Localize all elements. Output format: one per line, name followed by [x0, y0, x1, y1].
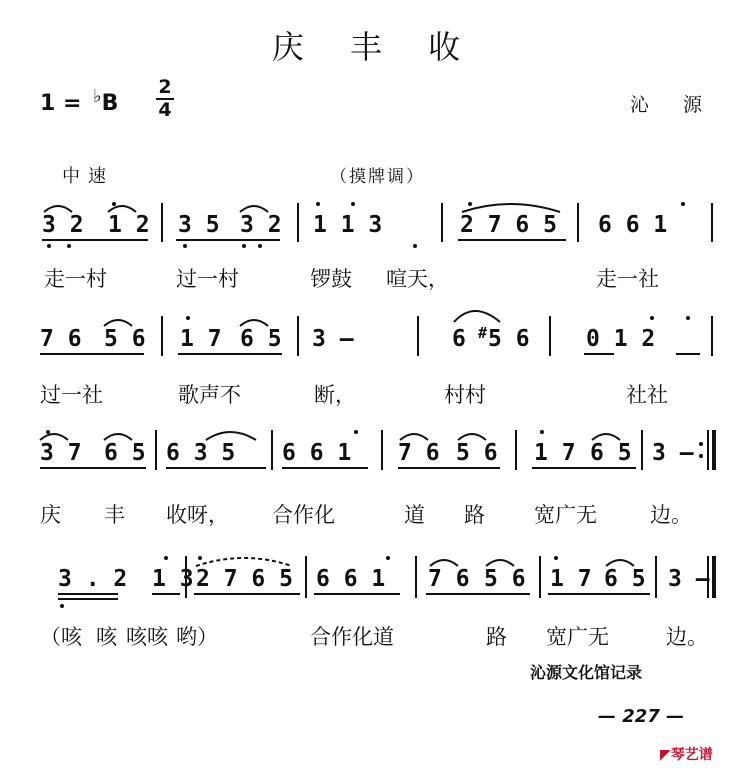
- lyric-2-1: 过一社: [40, 383, 103, 407]
- svg-text:3 5: 3 5: [178, 212, 220, 238]
- lyric-4-8: 边。: [666, 625, 708, 649]
- svg-text:#: #: [478, 324, 488, 342]
- lyric-2-4: 村村: [444, 383, 486, 407]
- lyric-3-4: 合作化: [272, 503, 335, 527]
- lyric-3-6: 路: [464, 503, 485, 527]
- row-4: [58, 566, 710, 592]
- lyric-3-8: 边。: [650, 503, 692, 527]
- lyric-4-2: 咳: [96, 625, 117, 649]
- row-2-dots: [186, 316, 690, 320]
- lyric-4-1: （咳: [40, 625, 82, 649]
- meter-bottom: 4: [158, 99, 172, 121]
- key-tonic: B: [101, 91, 119, 116]
- lyric-3-2: 丰: [104, 503, 125, 527]
- svg-text:5 6: 5 6: [104, 326, 146, 352]
- svg-text:1 7: 1 7: [180, 326, 222, 352]
- svg-text:6 6 1: 6 6 1: [316, 566, 386, 592]
- row-3: [40, 440, 694, 466]
- logo-icon: ◤: [660, 747, 671, 763]
- site-logo: [660, 744, 713, 764]
- svg-text:6: 6: [452, 326, 466, 352]
- svg-text:3 —: 3 —: [668, 566, 710, 592]
- svg-text:6 6 1: 6 6 1: [598, 212, 668, 238]
- svg-text:1 1 3: 1 1 3: [313, 212, 383, 238]
- svg-text:7 6: 7 6: [398, 440, 440, 466]
- svg-text:1 7: 1 7: [550, 566, 592, 592]
- lyric-3-3: 收呀，: [166, 503, 229, 527]
- svg-text:6 3 5: 6 3 5: [166, 440, 236, 466]
- svg-text:1 7: 1 7: [534, 440, 576, 466]
- source-region: 沁 源: [630, 94, 717, 116]
- svg-text:2 7 6 5: 2 7 6 5: [460, 212, 557, 238]
- lyric-1-3: 锣鼓: [310, 267, 352, 291]
- svg-text:1 2: 1 2: [108, 212, 150, 238]
- svg-text:3 7: 3 7: [40, 440, 82, 466]
- svg-text:3 2: 3 2: [42, 212, 84, 238]
- lyric-4-3: 咳咳: [126, 625, 168, 649]
- lyric-1-5: 走一社: [596, 267, 659, 291]
- svg-text:6 5: 6 5: [104, 440, 146, 466]
- svg-text:5 6: 5 6: [488, 326, 530, 352]
- svg-text:1 3: 1 3: [152, 566, 194, 592]
- svg-text:3 —: 3 —: [652, 440, 694, 466]
- tempo-marking: 中速: [62, 166, 114, 187]
- svg-text:6 5: 6 5: [604, 566, 646, 592]
- lyric-4-6: 路: [486, 625, 507, 649]
- svg-text:3 —: 3 —: [312, 326, 354, 352]
- lyric-1-4: 喧天，: [386, 267, 449, 291]
- svg-text:6 5: 6 5: [590, 440, 632, 466]
- flat-sign: ♭: [93, 86, 102, 107]
- svg-text:3 . 2: 3 . 2: [58, 566, 128, 592]
- lyric-4-4: 哟）: [176, 625, 218, 649]
- lyric-2-3: 断，: [314, 383, 356, 407]
- lyric-4-7: 宽广无: [546, 625, 609, 649]
- svg-text:6 5: 6 5: [240, 326, 282, 352]
- svg-text:3 2: 3 2: [240, 212, 282, 238]
- row-1: [42, 212, 667, 238]
- lyric-3-1: 庆: [40, 503, 61, 527]
- svg-text:6 6 1: 6 6 1: [282, 440, 352, 466]
- lyric-2-2: 歌声不: [178, 383, 241, 407]
- lyric-1-1: 走一村: [44, 267, 107, 291]
- lyric-3-7: 宽广无: [534, 503, 597, 527]
- svg-text:5 6: 5 6: [484, 566, 526, 592]
- logo-text: 琴艺谱: [670, 747, 713, 763]
- page-number: — 227 —: [598, 706, 685, 727]
- lyric-3-5: 道: [404, 503, 425, 527]
- transcription-credit: 沁源文化馆记录: [530, 663, 643, 682]
- svg-text:5 6: 5 6: [456, 440, 498, 466]
- lyric-4-5: 合作化道: [310, 625, 394, 649]
- lyric-1-2: 过一村: [176, 267, 239, 291]
- meter-top: 2: [158, 76, 172, 98]
- row-2: [40, 324, 655, 352]
- svg-text:0 1 2: 0 1 2: [586, 326, 656, 352]
- svg-text:7 6: 7 6: [428, 566, 470, 592]
- svg-text:7 6: 7 6: [40, 326, 82, 352]
- key-prefix: 1 =: [40, 91, 90, 116]
- tune-style: （摸牌调）: [330, 167, 425, 187]
- svg-text:2 7 6 5: 2 7 6 5: [196, 566, 293, 592]
- lyric-2-5: 社社: [626, 383, 668, 407]
- song-title: 庆 丰 收: [271, 28, 479, 66]
